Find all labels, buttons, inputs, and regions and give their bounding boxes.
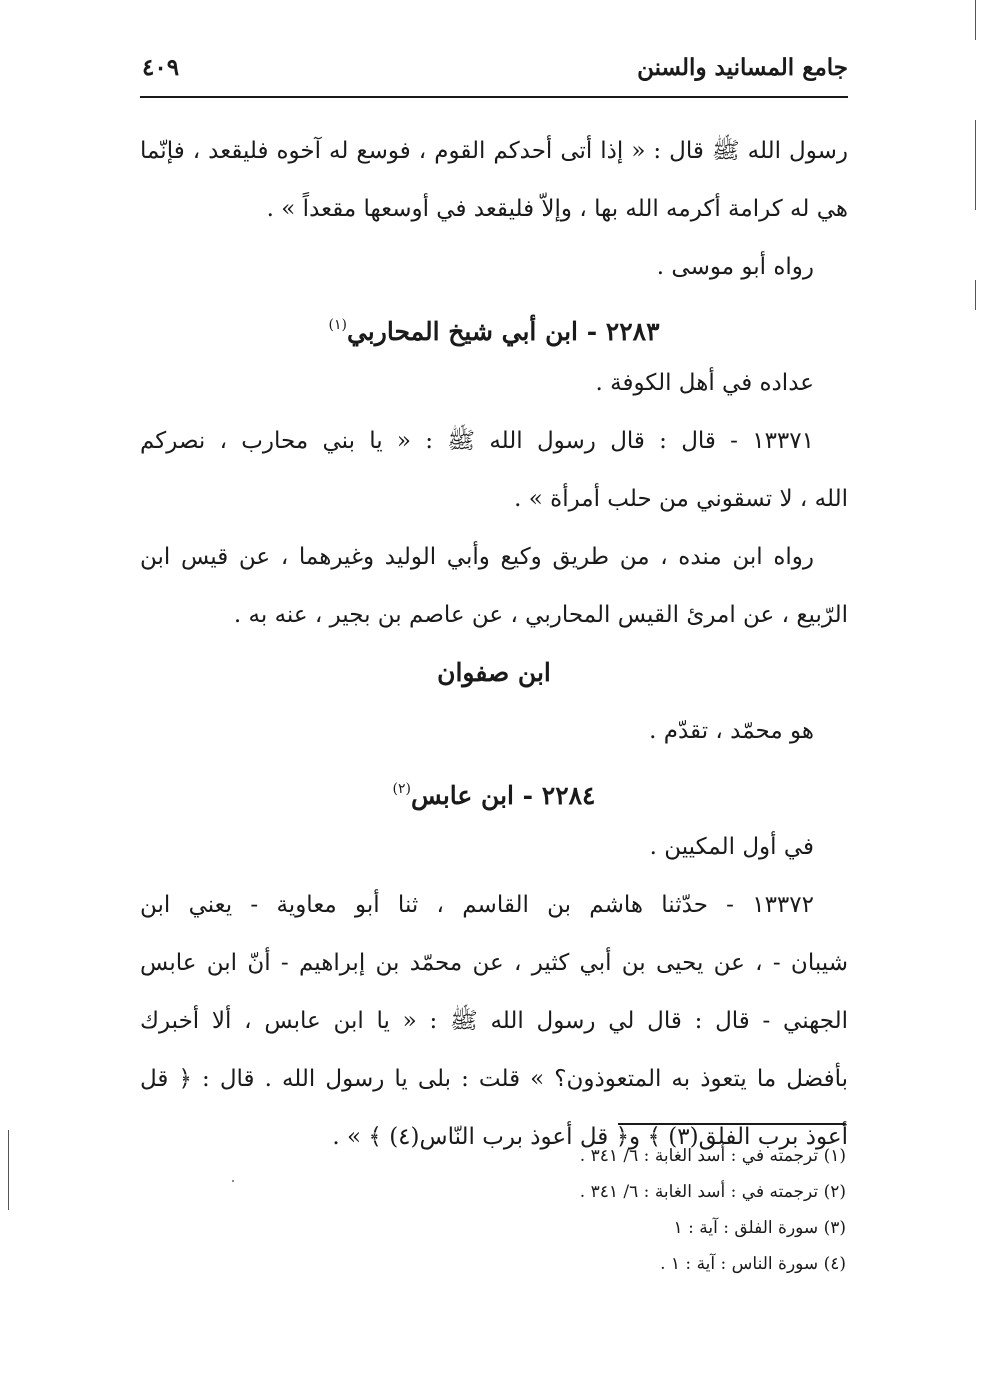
footnote: (٤) سورة الناس : آية : ١ . [660,1254,846,1274]
text-line: شيبان - ، عن يحيى بن أبي كثير ، عن محمّد بن إبراهيم - أنّ ابن عابس [140,950,848,976]
footnote: (٢) ترجمته في : أسد الغابة : ٦/ ٣٤١ . [579,1182,846,1202]
entry-heading-2283 [140,296,848,354]
page-header [140,52,848,94]
text-line: الرّبيع ، عن امرئ القيس المحاربي ، عن عاصم بن بجير ، عنه به . [233,602,848,628]
entry-heading-2284 [140,760,848,818]
footnote: (٣) سورة الفلق : آية : ١ [673,1218,846,1238]
text-line: الجهني - قال : قال لي رسول الله ﷺ : « يا ابن عابس ، ألا أخبرك [140,1008,848,1034]
scan-edge-mark [8,1130,9,1210]
scan-edge-mark [975,120,976,210]
text-line: رواه ابن منده ، من طريق وكيع وأبي الوليد وغيرهما ، عن قيس ابن [140,544,814,570]
main-text [140,122,848,1166]
hadith-line: ١٣٣٧١ - قال : قال رسول الله ﷺ : « يا بني محارب ، نصركم [140,428,814,454]
scan-speck [232,1180,234,1182]
page-number: ٤٠٩ [142,54,180,81]
scan-edge-mark [975,280,976,310]
text-line: بأفضل ما يتعوذ به المتعوذون؟ » قلت : بلى يا رسول الله . قال : ﴿ قل [140,1066,848,1092]
footnote-ref: (٢) [392,781,411,797]
text-line: في أول المكيين . [649,834,814,860]
running-title: جامع المسانيد والسنن [637,54,848,81]
entry-heading-text: ٢٢٨٤ - ابن عابس [410,781,596,810]
text-line: رواه أبو موسى . [656,254,814,280]
entry-heading-safwan: ابن صفوان [437,658,551,687]
footnote: (١) ترجمته في : أسد الغابة : ٦/ ٣٤١ . [579,1146,846,1166]
footnote-ref: (١) [328,317,347,333]
footnote-rule [618,1123,846,1125]
entry-heading-text: ٢٢٨٣ - ابن أبي شيخ المحاربي [346,317,660,346]
header-rule [140,96,848,98]
text-line: الله ، لا تسقوني من حلب أمرأة » . [514,486,848,512]
hadith-line: ١٣٣٧٢ - حدّثنا هاشم بن القاسم ، ثنا أبو معاوية - يعني ابن [140,892,814,918]
footnotes [140,1138,846,1282]
text-line: عداده في أهل الكوفة . [595,370,814,396]
scan-edge-mark [975,0,976,40]
text-line: رسول الله ﷺ قال : « إذا أتى أحدكم القوم ، فوسع له آخوه فليقعد ، فإنّما [140,138,848,164]
text-line: هو محمّد ، تقدّم . [649,718,814,744]
text-line: أعوذ برب الفلق(٣) ﴾ و﴿ قل أعوذ برب النّاس(٤) ﴾ » . [332,1124,848,1150]
text-line: هي له كرامة أكرمه الله بها ، وإلاّ فليقعد في أوسعها مقعداً » . [266,196,848,222]
